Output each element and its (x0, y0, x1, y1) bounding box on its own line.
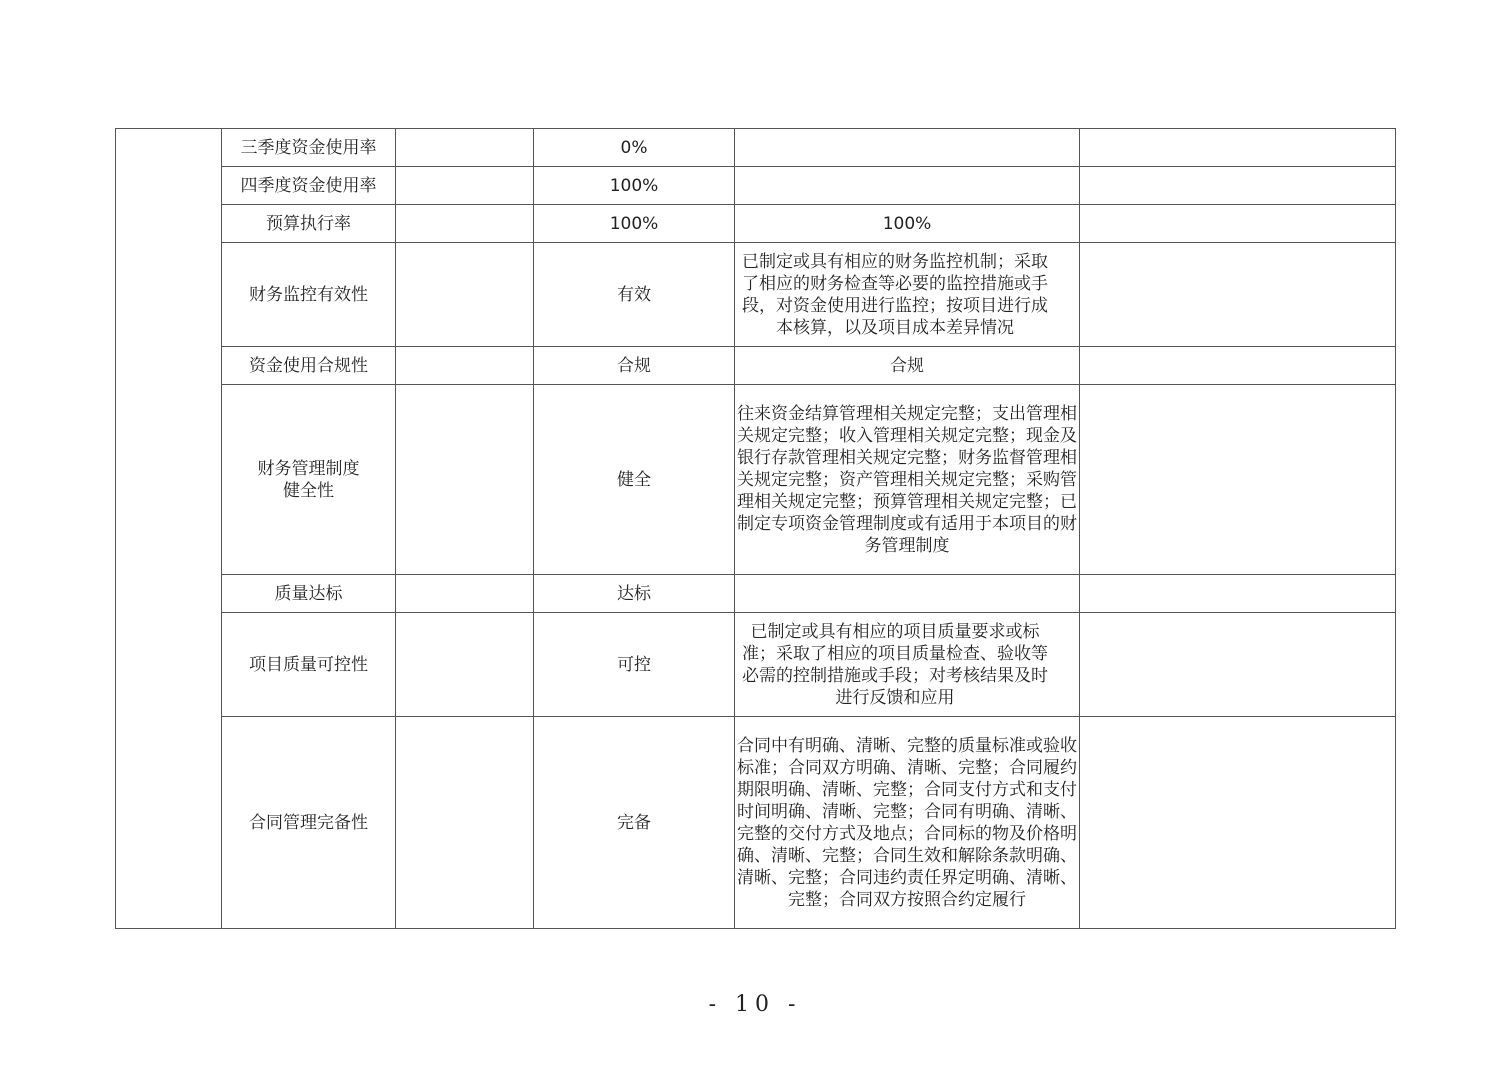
indicator-standard: 已制定或具有相应的财务监控机制；采取了相应的财务检查等必要的监控措施或手段，对资金使用进行监控；按项目进行成本核算，以及项目成本差异情况 (735, 243, 1080, 347)
weight-cell (396, 575, 534, 613)
weight-cell (396, 167, 534, 205)
indicator-value: 100% (534, 167, 735, 205)
weight-cell (396, 129, 534, 167)
table-row (116, 167, 1396, 205)
indicator-value: 0% (534, 129, 735, 167)
note-cell (1080, 613, 1396, 717)
indicator-value: 健全 (534, 385, 735, 575)
indicator-standard: 合同中有明确、清晰、完整的质量标准或验收标准；合同双方明确、清晰、完整；合同履约期限明确、清晰、完整；合同支付方式和支付时间明确、清晰、完整；合同有明确、清晰、完整的交付方式及地点；合同标的物及价格明确、清晰、完整；合同生效和解除条款明确、清晰、完整；合同违约责任界定明确、清晰、完整；合同双方按照合约定履行 (735, 717, 1080, 929)
indicator-value: 达标 (534, 575, 735, 613)
table-row (116, 243, 1396, 347)
note-cell (1080, 243, 1396, 347)
indicator-standard (735, 575, 1080, 613)
weight-cell (396, 385, 534, 575)
indicator-value: 可控 (534, 613, 735, 717)
indicator-standard: 往来资金结算管理相关规定完整；支出管理相关规定完整；收入管理相关规定完整；现金及银行存款管理相关规定完整；财务监督管理相关规定完整；资产管理相关规定完整；采购管理相关规定完整；预算管理相关规定完整；已制定专项资金管理制度或有适用于本项目的财务管理制度 (735, 385, 1080, 575)
weight-cell (396, 613, 534, 717)
table-row (116, 347, 1396, 385)
indicator-value: 合规 (534, 347, 735, 385)
weight-cell (396, 717, 534, 929)
note-cell (1080, 205, 1396, 243)
table-row (116, 575, 1396, 613)
table-row (116, 613, 1396, 717)
indicator-name: 财务管理制度健全性 (222, 385, 396, 575)
indicator-value: 100% (534, 205, 735, 243)
indicator-value: 完备 (534, 717, 735, 929)
note-cell (1080, 167, 1396, 205)
note-cell (1080, 385, 1396, 575)
page-number: - 10 - (708, 992, 802, 1017)
indicator-standard: 100% (735, 205, 1080, 243)
indicator-standard (735, 167, 1080, 205)
note-cell (1080, 717, 1396, 929)
note-cell (1080, 575, 1396, 613)
indicator-name: 预算执行率 (222, 205, 396, 243)
table-row (116, 205, 1396, 243)
weight-cell (396, 347, 534, 385)
indicator-name: 项目质量可控性 (222, 613, 396, 717)
category-cell (116, 129, 222, 929)
indicator-name: 质量达标 (222, 575, 396, 613)
indicator-standard: 已制定或具有相应的项目质量要求或标准；采取了相应的项目质量检查、验收等必需的控制措施或手段；对考核结果及时进行反馈和应用 (735, 613, 1080, 717)
note-cell (1080, 347, 1396, 385)
note-cell (1080, 129, 1396, 167)
table-row (116, 717, 1396, 929)
indicator-name: 财务监控有效性 (222, 243, 396, 347)
indicator-standard: 合规 (735, 347, 1080, 385)
performance-indicator-table (115, 128, 1396, 929)
weight-cell (396, 205, 534, 243)
indicator-name: 三季度资金使用率 (222, 129, 396, 167)
indicator-name: 四季度资金使用率 (222, 167, 396, 205)
table-row (116, 129, 1396, 167)
weight-cell (396, 243, 534, 347)
indicator-name: 资金使用合规性 (222, 347, 396, 385)
indicator-value: 有效 (534, 243, 735, 347)
indicator-standard (735, 129, 1080, 167)
indicator-name: 合同管理完备性 (222, 717, 396, 929)
table-row (116, 385, 1396, 575)
